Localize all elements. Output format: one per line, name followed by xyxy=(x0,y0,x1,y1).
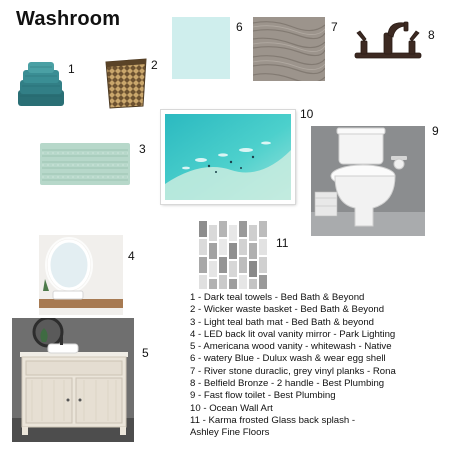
legend-item: 2 - Wicker waste basket - Bed Bath & Beyond xyxy=(190,304,385,316)
legend-item: 8 - Belfield Bronze - 2 handle - Best Plumbing xyxy=(190,378,385,390)
legend-item: 10 - Ocean Wall Art xyxy=(190,402,273,414)
watery-blue-paint-swatch xyxy=(172,17,230,79)
legend-item: 1 - Dark teal towels - Bed Bath & Beyond xyxy=(190,292,365,303)
bath-mat-image xyxy=(40,143,130,185)
item-number-4: 4 xyxy=(128,249,135,263)
item-number-5: 5 xyxy=(142,346,149,360)
board-title: Washroom xyxy=(16,8,121,30)
bronze-faucet-image xyxy=(353,17,423,61)
ocean-wall-art-image xyxy=(161,110,295,204)
toilet-image xyxy=(311,126,425,236)
legend-item: 7 - River stone duraclic, grey vinyl planks - Rona xyxy=(190,365,396,377)
legend-item: 4 - LED back lit oval vanity mirror - Park Lighting xyxy=(190,328,396,340)
legend-item: 9 - Fast flow toilet - Best Plumbing xyxy=(190,390,336,402)
item-number-9: 9 xyxy=(432,124,439,138)
item-number-6: 6 xyxy=(236,20,243,34)
americana-vanity-image xyxy=(12,318,134,442)
frosted-glass-backsplash-image xyxy=(197,219,269,291)
item-number-3: 3 xyxy=(139,142,146,156)
ocean-wall-art-frame xyxy=(161,110,295,204)
led-oval-mirror-image xyxy=(39,235,123,315)
item-number-1: 1 xyxy=(68,62,75,76)
legend-item: 3 - Light teal bath mat - Bed Bath & beyond xyxy=(190,316,374,328)
wicker-basket-image xyxy=(103,56,149,110)
item-number-10: 10 xyxy=(300,107,314,121)
legend-item: 6 - watery Blue - Dulux wash & wear egg shell xyxy=(190,353,386,365)
legend-item: 5 - Americana wood vanity - whitewash - Native xyxy=(190,341,392,353)
grey-vinyl-plank-image xyxy=(253,17,325,81)
teal-towels-image xyxy=(16,58,66,108)
item-number-11: 11 xyxy=(276,236,289,250)
item-number-8: 8 xyxy=(428,28,435,42)
legend-item: Ashley Fine Floors xyxy=(190,427,270,439)
item-number-7: 7 xyxy=(331,20,338,34)
product-legend xyxy=(190,292,445,440)
legend-item: 11 - Karma frosted Glass back splash - xyxy=(190,414,356,426)
item-number-2: 2 xyxy=(151,58,158,72)
